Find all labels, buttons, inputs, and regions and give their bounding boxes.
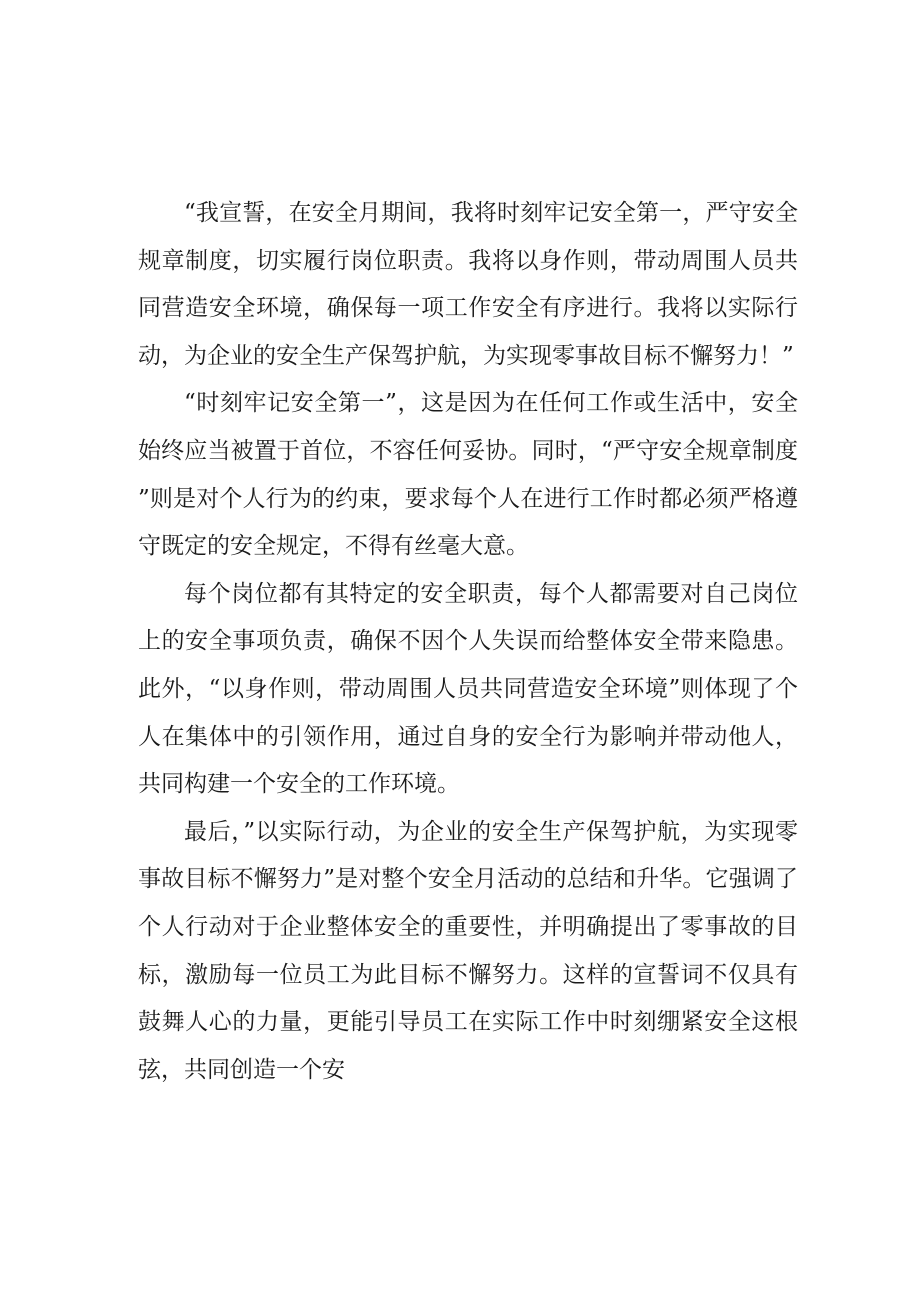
paragraph-safety-first: “时刻牢记安全第一”，这是因为在任何工作或生活中，安全始终应当被置于首位，不容任何妥协。同时，“严守安全规章制度”则是对个人行为的约束，要求每个人在进行工作时都必须严格遵守既定的安全规定，不得有丝毫大意。 <box>138 390 798 560</box>
document-body <box>138 190 798 1094</box>
paragraph-post-duties: 每个岗位都有其特定的安全职责，每个人都需要对自己岗位上的安全事项负责，确保不因个人失误而给整体安全带来隐患。此外，“以身作则，带动周围人员共同营造安全环境”则体现了个人在集体中的引领作用，通过自身的安全行为影响并带动他人，共同构建一个安全的工作环境。 <box>138 580 798 798</box>
paragraph-oath: “我宣誓，在安全月期间，我将时刻牢记安全第一，严守安全规章制度，切实履行岗位职责。我将以身作则，带动周围人员共同营造安全环境，确保每一项工作安全有序进行。我将以实际行动，为企业的安全生产保驾护航，为实现零事故目标不懈努力！” <box>138 200 798 369</box>
paragraph-conclusion: 最后，”以实际行动，为企业的安全生产保驾护航，为实现零事故目标不懈努力”是对整个安全月活动的总结和升华。它强调了个人行动对于企业整体安全的重要性，并明确提出了零事故的目标，激励每一位员工为此目标不懈努力。这样的宣誓词不仅具有鼓舞人心的力量，更能引导员工在实际工作中时刻绷紧安全这根弦，共同创造一个安 <box>138 818 798 1083</box>
